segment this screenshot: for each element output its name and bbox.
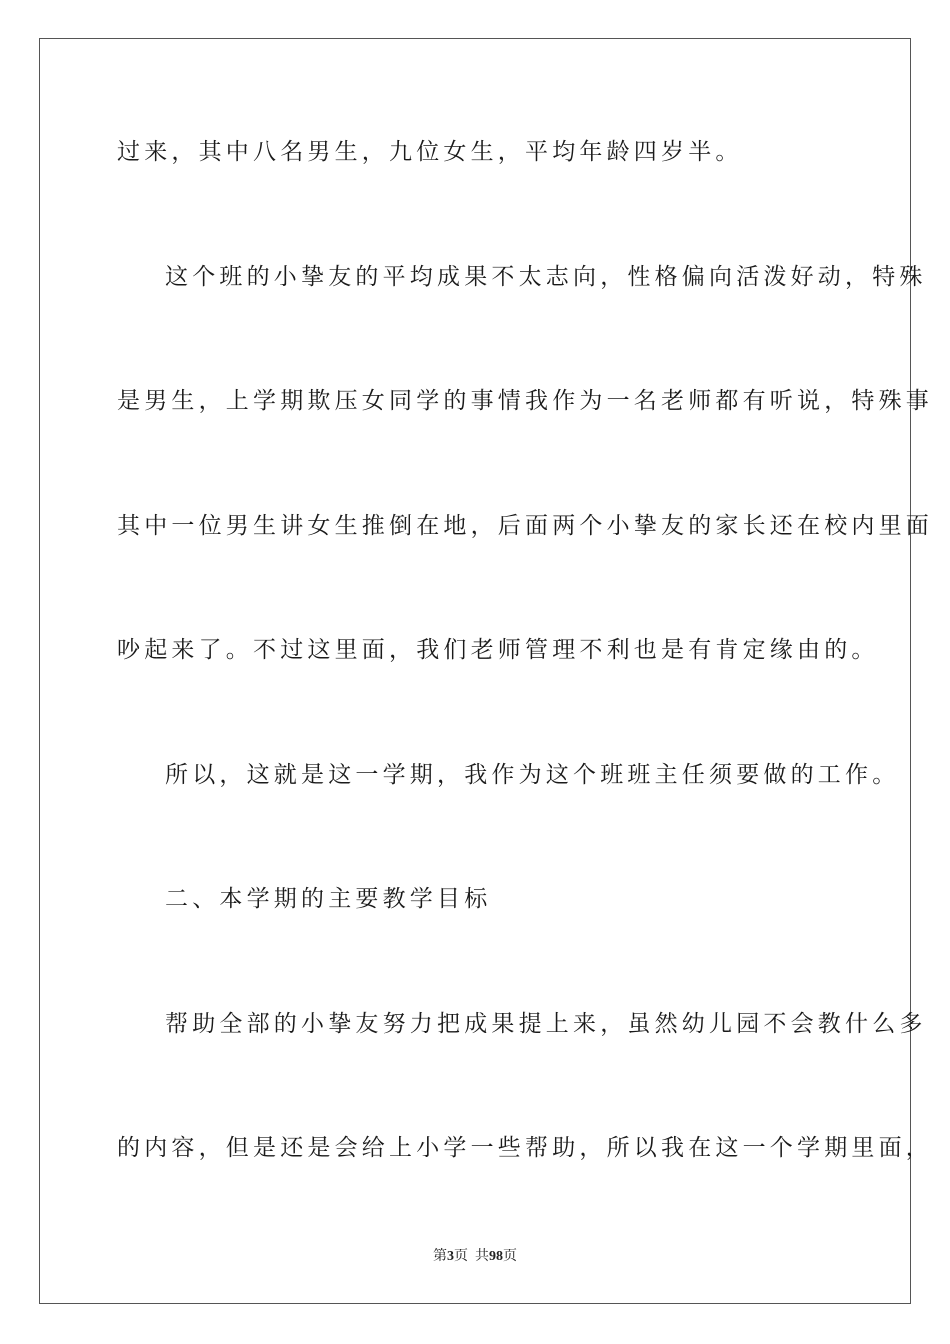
paragraph-line: 过来，其中八名男生，九位女生，平均年龄四岁半。	[117, 139, 743, 165]
paragraph-line: 这个班的小挚友的平均成果不太志向，性格偏向活泼好动，特殊	[165, 264, 927, 290]
page-prefix: 第	[433, 1249, 447, 1264]
paragraph-line: 吵起来了。不过这里面，我们老师管理不利也是有肯定缘由的。	[117, 637, 879, 663]
section-heading: 二、本学期的主要教学目标	[165, 886, 492, 912]
page-total: 98	[489, 1249, 503, 1264]
paragraph-line: 的内容，但是还是会给上小学一些帮助，所以我在这一个学期里面，	[117, 1135, 933, 1161]
page-border	[39, 38, 911, 1304]
paragraph-line: 是男生，上学期欺压女同学的事情我作为一名老师都有听说，特殊事	[117, 388, 933, 414]
page-footer	[0, 1248, 950, 1266]
page-suffix: 页	[503, 1249, 517, 1264]
page-current: 3	[447, 1249, 454, 1264]
page-mid: 页 共	[454, 1249, 489, 1264]
paragraph-line: 帮助全部的小挚友努力把成果提上来，虽然幼儿园不会教什么多	[165, 1011, 927, 1037]
paragraph-line: 其中一位男生讲女生推倒在地，后面两个小挚友的家长还在校内里面	[117, 513, 933, 539]
paragraph-line: 所以，这就是这一学期，我作为这个班班主任须要做的工作。	[165, 762, 900, 788]
